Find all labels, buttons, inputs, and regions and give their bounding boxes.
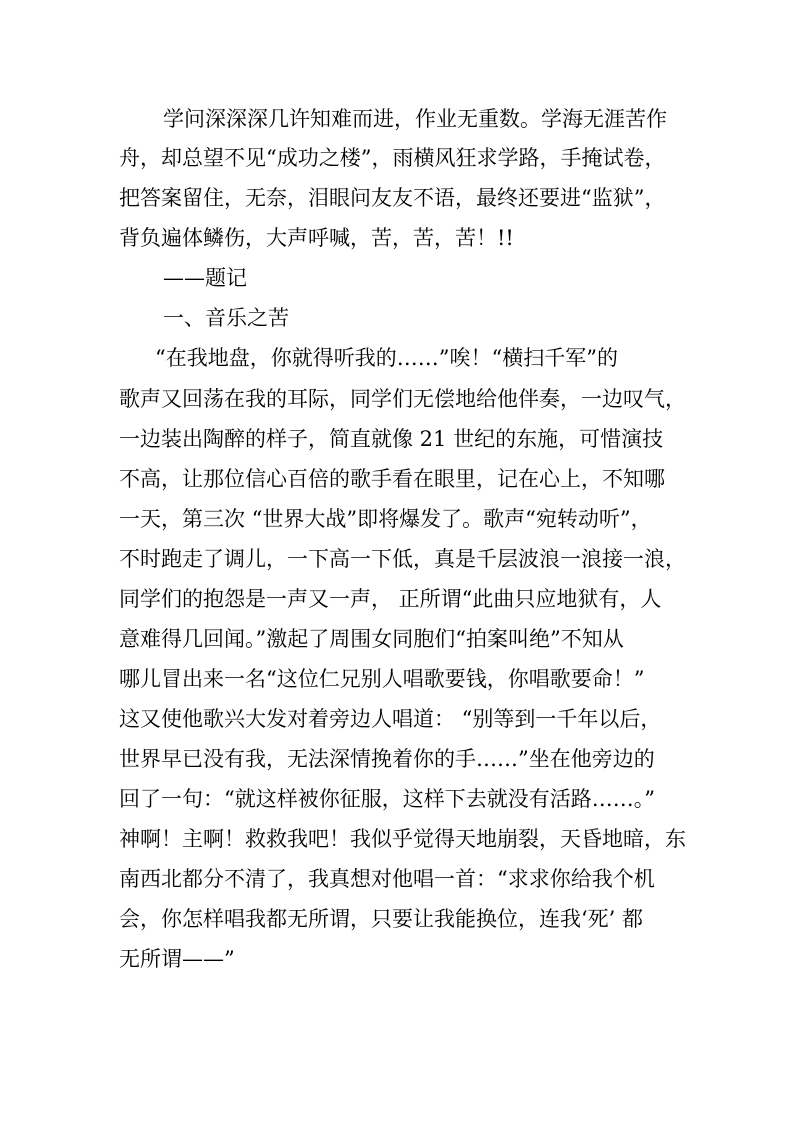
paragraph-1-line-4: 背负遍体鳞伤，大声呼喊，苦，苦，苦！!! bbox=[119, 226, 514, 250]
paragraph-1-line-2: 舟，却总望不见“成功之楼”，雨横风狂求学路，手掩试卷， bbox=[119, 146, 666, 170]
paragraph-2-line-10: 这又使他歌兴大发对着旁边人唱道： “别等到一千年以后， bbox=[119, 707, 662, 731]
paragraph-2-line-9: 哪儿冒出来一名“这位仁兄别人唱歌要钱，你唱歌要命！” bbox=[119, 667, 645, 691]
paragraph-2-line-12: 回了一句：“就这样被你征服，这样下去就没有活路……。” bbox=[119, 787, 655, 811]
paragraph-2-line-7: 同学们的抱怨是一声又一声， 正所谓“此曲只应地狱有，人 bbox=[119, 587, 662, 611]
paragraph-1-line-1: 学问深深深几许知难而进，作业无重数。学海无涯苦作 bbox=[163, 107, 667, 131]
paragraph-1-line-3: 把答案留住，无奈，泪眼问友友不语，最终还要进“监狱”， bbox=[119, 186, 666, 210]
paragraph-2-line-3: 一边装出陶醉的样子，简直就像 21 世纪的东施，可惜演技 bbox=[119, 427, 664, 451]
paragraph-2-line-13: 神啊！主啊！救救我吧！我似乎觉得天地崩裂，天昏地暗，东 bbox=[119, 827, 686, 851]
epigraph-attribution: ——题记 bbox=[163, 266, 247, 290]
paragraph-2-line-15: 会，你怎样唱我都无所谓，只要让我能换位，连我‘死’ 都 bbox=[119, 907, 644, 931]
paragraph-2-line-2: 歌声又回荡在我的耳际，同学们无偿地给他伴奏，一边叹气， bbox=[119, 387, 686, 411]
paragraph-2-line-4: 不高，让那位信心百倍的歌手看在眼里，记在心上，不知哪 bbox=[119, 467, 665, 491]
paragraph-2-line-1: “在我地盘，你就得听我的……”唉！“横扫千军”的 bbox=[155, 346, 618, 370]
section-heading: 一、音乐之苦 bbox=[163, 306, 289, 330]
paragraph-2-line-14: 南西北都分不清了，我真想对他唱一首：“求求你给我个机 bbox=[119, 867, 655, 891]
paragraph-2-line-5: 一天，第三次 “世界大战”即将爆发了。歌声“宛转动听”， bbox=[119, 507, 652, 531]
paragraph-2-line-16: 无所谓——” bbox=[119, 947, 235, 971]
paragraph-2-line-11: 世界早已没有我，无法深情挽着你的手……”坐在他旁边的 bbox=[119, 747, 655, 771]
paragraph-2-line-6: 不时跑走了调儿，一下高一下低，真是千层波浪一浪接一浪， bbox=[119, 547, 686, 571]
paragraph-2-line-8: 意难得几回闻。”激起了周围女同胞们“拍案叫绝”不知从 bbox=[119, 627, 624, 651]
